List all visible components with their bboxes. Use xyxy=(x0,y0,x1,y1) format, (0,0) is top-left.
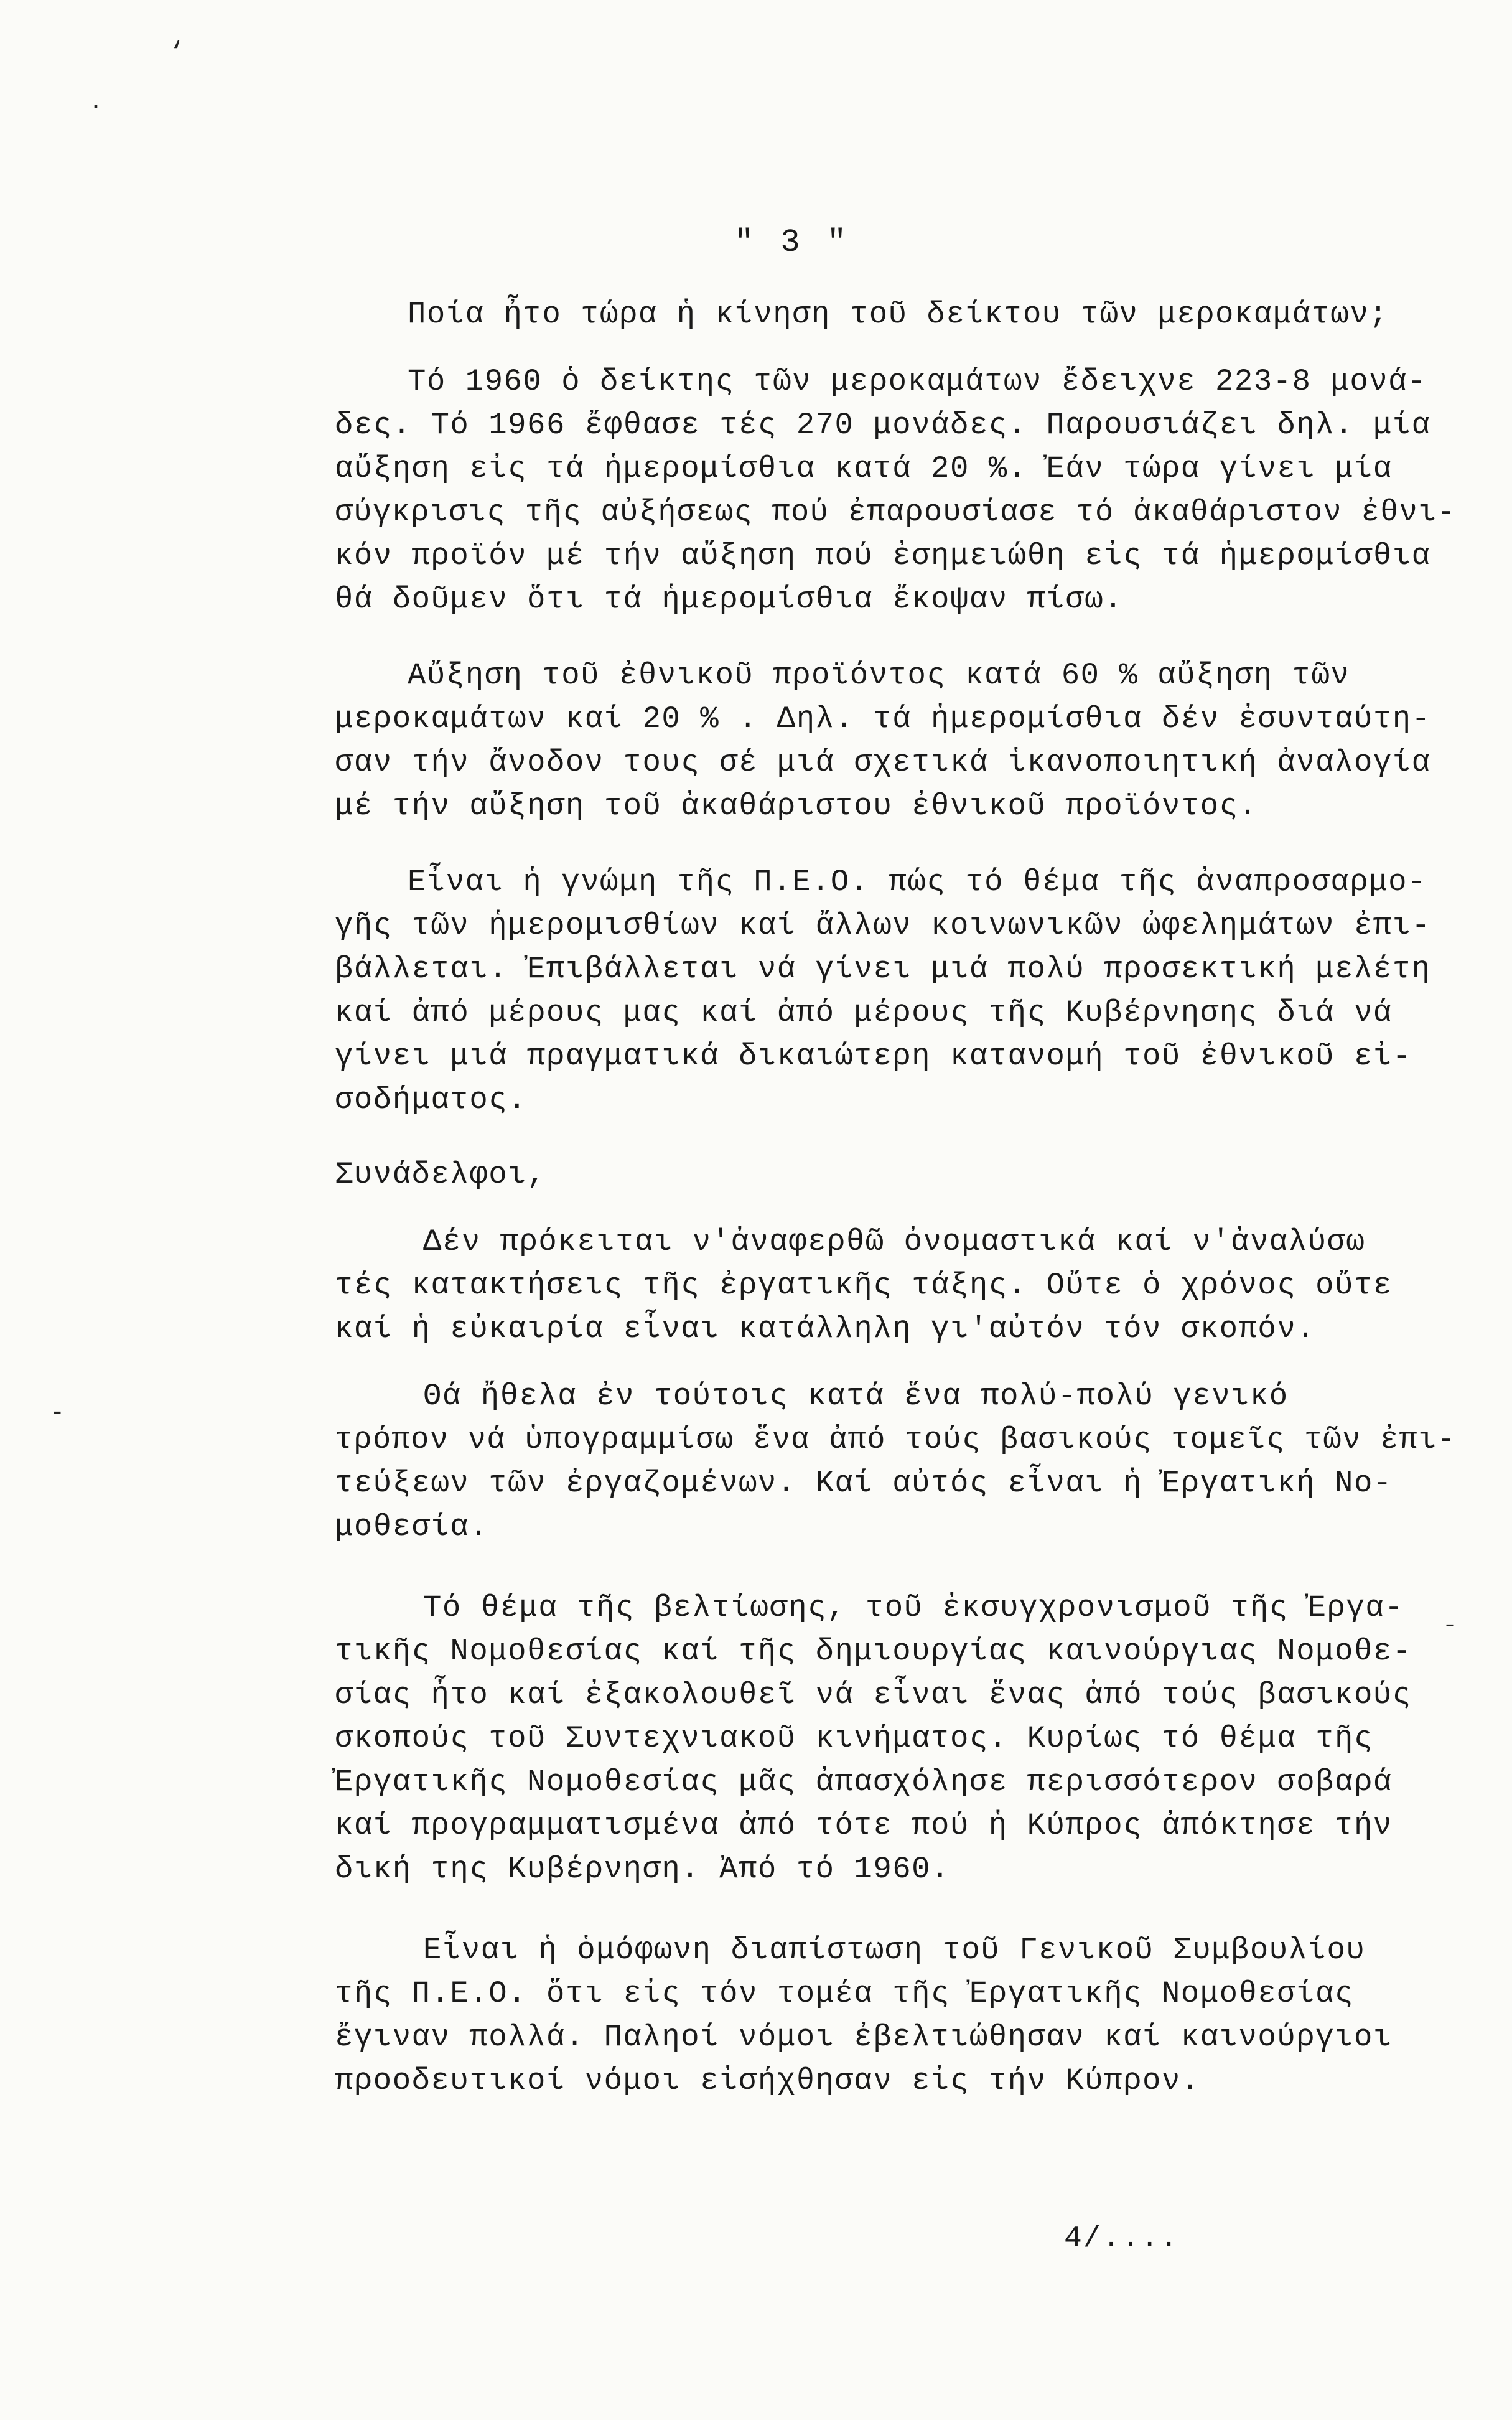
text-line: σαν τήν ἄνοδον τους σέ μιά σχετικά ἱκανοποιητική ἀναλογία xyxy=(335,745,1431,780)
text-line: βάλλεται. Ἐπιβάλλεται νά γίνει μιά πολύ προσεκτική μελέτη xyxy=(335,952,1431,987)
text-line: αὔξηση εἰς τά ἡμερομίσθια κατά 20 %. Ἐάν τώρα γίνει μία xyxy=(335,451,1393,486)
margin-dash: - xyxy=(50,1399,65,1427)
text-line: Ποία ἦτο τώρα ἡ κίνηση τοῦ δείκτου τῶν μεροκαμάτων; xyxy=(408,297,1389,332)
page-number: " 3 " xyxy=(734,224,851,261)
margin-dash: - xyxy=(1442,1612,1458,1640)
text-line: σίας ἦτο καί ἐξακολουθεῖ νά εἶναι ἕνας ἀπό τούς βασικούς xyxy=(335,1677,1412,1712)
text-line: προοδευτικοί νόμοι εἰσήχθησαν εἰς τήν Κύπρον. xyxy=(335,2063,1200,2098)
text-line: ἔγιναν πολλά. Παληοί νόμοι ἐβελτιώθησαν καί καινούργιοι xyxy=(335,2020,1393,2055)
text-line: Εἶναι ἡ γνώμη τῆς Π.Ε.Ο. πώς τό θέμα τῆς ἀναπροσαρμο- xyxy=(408,865,1427,899)
text-line: Δέν πρόκειται ν'ἀναφερθῶ ὀνομαστικά καί ν'ἀναλύσω xyxy=(423,1224,1366,1259)
text-line: Συνάδελφοι, xyxy=(335,1157,546,1192)
text-line: δες. Τό 1966 ἔφθασε τές 270 μονάδες. Παρουσιάζει δηλ. μία xyxy=(335,408,1431,443)
text-line: Ἐργατικῆς Νομοθεσίας μᾶς ἀπασχόλησε περισσότερον σοβαρά xyxy=(335,1765,1393,1799)
text-line: καί ἀπό μέρους μας καί ἀπό μέρους τῆς Κυβέρνησης διά νά xyxy=(335,995,1393,1030)
text-line: σοδήματος. xyxy=(335,1082,528,1117)
text-line: τικῆς Νομοθεσίας καί τῆς δημιουργίας καινούργιας Νομοθε- xyxy=(335,1634,1412,1669)
scan-speck: ‘ xyxy=(169,39,185,67)
text-line: κόν προϊόν μέ τήν αὔξηση πού ἐσημειώθη εἰς τά ἡμερομίσθια xyxy=(335,538,1431,573)
text-line: τρόπον νά ὑπογραμμίσω ἕνα ἀπό τούς βασικούς τομεῖς τῶν ἐπι- xyxy=(335,1422,1457,1457)
text-line: σύγκρισις τῆς αὐξήσεως πού ἐπαρουσίασε τό ἀκαθάριστον ἐθνι- xyxy=(335,495,1457,530)
text-line: Εἶναι ἡ ὁμόφωνη διαπίστωση τοῦ Γενικοῦ Συμβουλίου xyxy=(423,1933,1366,1967)
text-line: καί ἡ εὐκαιρία εἶναι κατάλληλη γι'αὐτόν τόν σκοπόν. xyxy=(335,1311,1316,1346)
text-line: μεροκαμάτων καί 20 % . Δηλ. τά ἡμερομίσθια δέν ἐσυνταύτη- xyxy=(335,701,1431,736)
text-line: γίνει μιά πραγματικά δικαιώτερη κατανομή τοῦ ἐθνικοῦ εἰ- xyxy=(335,1039,1412,1074)
text-line: γῆς τῶν ἡμερομισθίων καί ἄλλων κοινωνικῶν ὠφελημάτων ἐπι- xyxy=(335,908,1431,943)
text-line: τῆς Π.Ε.Ο. ὅτι εἰς τόν τομέα τῆς Ἐργατικῆς Νομοθεσίας xyxy=(335,1976,1354,2011)
continuation-reference: 4/.... xyxy=(1064,2222,1179,2256)
text-line: Τό 1960 ὁ δείκτης τῶν μεροκαμάτων ἔδειχνε 223-8 μονά- xyxy=(408,364,1427,399)
text-line: καί προγραμματισμένα ἀπό τότε πού ἡ Κύπρος ἀπόκτησε τήν xyxy=(335,1808,1393,1843)
text-line: Τό θέμα τῆς βελτίωσης, τοῦ ἐκσυγχρονισμοῦ τῆς Ἐργα- xyxy=(423,1590,1404,1625)
text-line: Θά ἤθελα ἐν τούτοις κατά ἕνα πολύ-πολύ γενικό xyxy=(423,1379,1289,1414)
text-line: τές κατακτήσεις τῆς ἐργατικῆς τάξης. Οὔτε ὁ χρόνος οὔτε xyxy=(335,1268,1393,1303)
text-line: σκοπούς τοῦ Συντεχνιακοῦ κινήματος. Κυρίως τό θέμα τῆς xyxy=(335,1721,1373,1756)
text-line: δική της Κυβέρνηση. Ἀπό τό 1960. xyxy=(335,1852,950,1887)
text-line: μοθεσία. xyxy=(335,1509,489,1544)
text-line: μέ τήν αὔξηση τοῦ ἀκαθάριστου ἐθνικοῦ προϊόντος. xyxy=(335,789,1258,823)
text-line: Αὔξηση τοῦ ἐθνικοῦ προϊόντος κατά 60 % αὔξηση τῶν xyxy=(408,658,1350,693)
scan-speck: · xyxy=(88,93,104,121)
text-line: τεύξεων τῶν ἐργαζομένων. Καί αὐτός εἶναι ἡ Ἐργατική Νο- xyxy=(335,1466,1393,1501)
text-line: θά δοῦμεν ὅτι τά ἡμερομίσθια ἔκοψαν πίσω. xyxy=(335,582,1124,617)
